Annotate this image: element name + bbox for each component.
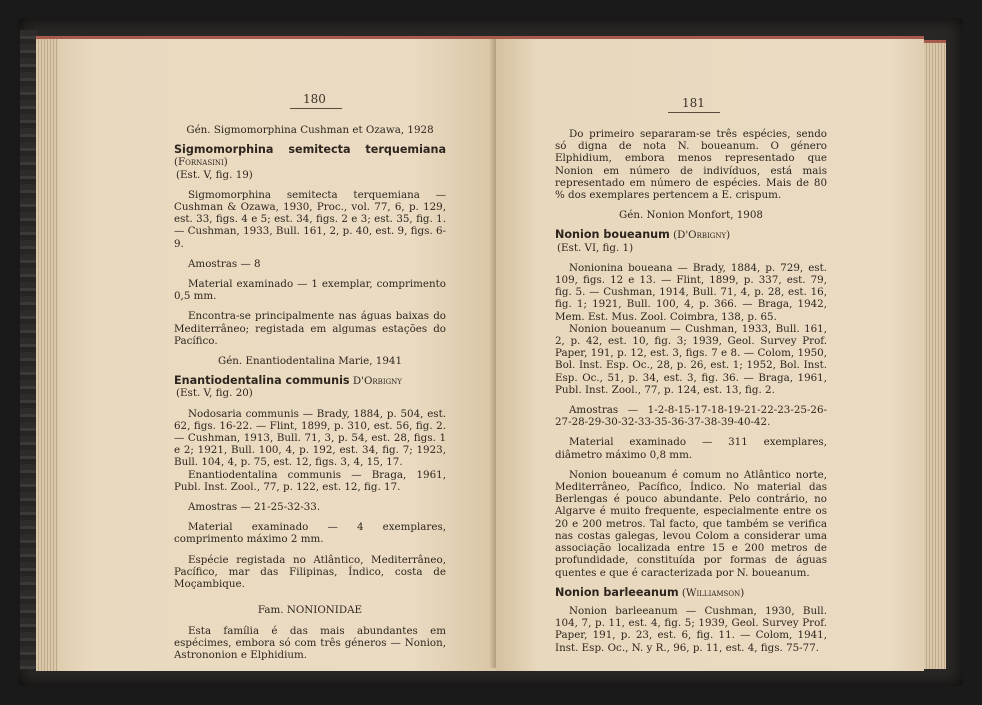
page-stack-right	[924, 40, 946, 669]
page-stack-left	[36, 36, 58, 671]
species-heading	[174, 375, 446, 387]
species-heading	[555, 587, 827, 599]
species-heading	[555, 229, 827, 241]
left-page-number-rule	[290, 108, 342, 109]
distribution-note: Nonion boueanum é comum no Atlântico norte, Mediterrâneo, Pacífico, Índico. No material das Berlengas é pouco abundante. Pelo contrário, no Algarve é muito frequente, especialmente entre os 20 e 200 metros. Tal facto, que também se verifica nas costas galegas, levou Colom a considerar uma associação localizada entre 15 e 200 metros de profundidade, constituída por formas de águas quentes e que é caracterizada por N. boueanum.	[555, 468, 827, 579]
species-name: Enantiodentalina communis	[174, 374, 350, 388]
synonymy: Enantiodentalina communis — Braga, 1961, Publ. Inst. Zool., 77, p. 122, est. 12, fig. 17.	[174, 468, 446, 493]
right-page-body	[555, 128, 827, 662]
species-author: (D'Orbigny)	[673, 229, 731, 242]
species-name: Sigmomorphina semitecta terquemiana	[174, 143, 446, 157]
right-page-number-rule	[668, 112, 720, 113]
left-page-body	[174, 124, 446, 669]
synonymy: Nonion barleeanum — Cushman, 1930, Bull. 104, 7, p. 11, est. 4, fig. 5; 1939, Geol. Survey Prof. Paper, 191, p. 23, est. 6, fig. 11. — Colom, 1941, Inst. Esp. Oc., N. y R., 96, p. 11, est. 4, figs. 75-77.	[555, 604, 827, 654]
species-plate: (Est. V, fig. 19)	[176, 168, 253, 181]
left-page-number: 180	[303, 92, 326, 106]
genus-heading-nonion: Gén. Nonion Monfort, 1908	[619, 209, 763, 222]
material-examinado: Material examinado — 1 exemplar, comprimento 0,5 mm.	[174, 278, 446, 303]
genus-heading-sigmomorphina: Gén. Sigmomorphina Cushman et Ozawa, 1928	[186, 124, 434, 136]
family-note: Esta família é das mais abundantes em espécimes, embora só com três géneros — Nonion, Astrononion e Elphidium.	[174, 624, 446, 661]
distribution-note: Espécie registada no Atlântico, Mediterrâneo, Pacífico, mar das Filipinas, Índico, costa de Moçambique.	[174, 553, 446, 591]
synonymy: Nodosaria communis — Brady, 1884, p. 504, est. 62, figs. 16-22. — Flint, 1899, p. 310, est. 56, fig. 2. — Cushman, 1913, Bull. 71, 3, p. 54, est. 28, figs. 1 e 2; 1921, Bull. 100, 4, p. 192, est. 34, fig. 7; 1923, Bull. 104, 4, p. 75, est. 12, figs. 3, 4, 15, 17.	[174, 407, 446, 469]
species-heading	[174, 144, 446, 168]
species-author: D'Orbigny	[352, 375, 402, 388]
right-page-number: 181	[682, 96, 705, 110]
genus-heading-enantiodentalina: Gén. Enantiodentalina Marie, 1941	[217, 355, 402, 368]
amostras: Amostras — 21-25-32-33.	[188, 501, 321, 514]
family-heading: Fam. NONIONIDAE	[257, 604, 363, 617]
intro-paragraph: Do primeiro separaram-se três espécies, sendo só digna de nota N. boueanum. O género Elphidium, embora menos representado que Nonion em número de indivíduos, está mais representado em número de espécies. Mais de 80 % dos exemplares pertencem a E. crispum.	[555, 128, 827, 202]
species-author: (Williamson)	[681, 586, 745, 599]
synonymy: Sigmomorphina semitecta terquemiana — Cushman & Ozawa, 1930, Proc., vol. 77, 6, p. 129, est. 33, figs. 4 e 5; est. 34, figs. 2 e 3; est. 35, fig. 1. — Cushman, 1933, Bull. 161, 2, p. 40, est. 9, figs. 6-9.	[174, 188, 446, 250]
species-name: Nonion barleeanum	[555, 585, 679, 599]
synonymy: Nonion boueanum — Cushman, 1933, Bull. 161, 2, p. 42, est. 10, fig. 3; 1939, Geol. Survey Prof. Paper, 191, p. 12, est. 3, figs. 7 e 8. — Colom, 1950, Bol. Inst. Esp. Oc., 28, p. 26, est. 1; 1952, Bol. Inst. Esp. Oc., 51, p. 34, est. 3, fig. 36. — Braga, 1961, Publ. Inst. Zool., 77, p. 124, est. 13, fig. 2.	[555, 322, 827, 396]
amostras: Amostras — 8	[188, 257, 261, 270]
material-examinado: Material examinado — 4 exemplares, comprimento máximo 2 mm.	[174, 521, 446, 546]
distribution-note: Encontra-se principalmente nas águas baixas do Mediterrâneo; registada em algumas estações do Pacífico.	[174, 310, 446, 347]
species-plate: (Est. VI, fig. 1)	[557, 241, 634, 254]
species-name: Nonion boueanum	[555, 228, 670, 242]
amostras: Amostras — 1-2-8-15-17-18-19-21-22-23-25-26-27-28-29-30-32-33-35-36-37-38-39-40-42.	[555, 404, 827, 429]
species-author: (Fornasini)	[174, 156, 228, 169]
material-examinado: Material examinado — 311 exemplares, diâmetro máximo 0,8 mm.	[555, 436, 827, 461]
synonymy: Nonionina boueana — Brady, 1884, p. 729, est. 109, figs. 12 e 13. — Flint, 1899, p. 337, est. 79, fig. 5. — Cushman, 1914, Bull. 71, 4, p. 28, est. 16, fig. 1; 1921, Bull. 100, 4, p. 366. — Braga, 1942, Mem. Est. Mus. Zool. Coimbra, 138, p. 65.	[555, 261, 827, 323]
species-plate: (Est. V, fig. 20)	[176, 387, 253, 400]
